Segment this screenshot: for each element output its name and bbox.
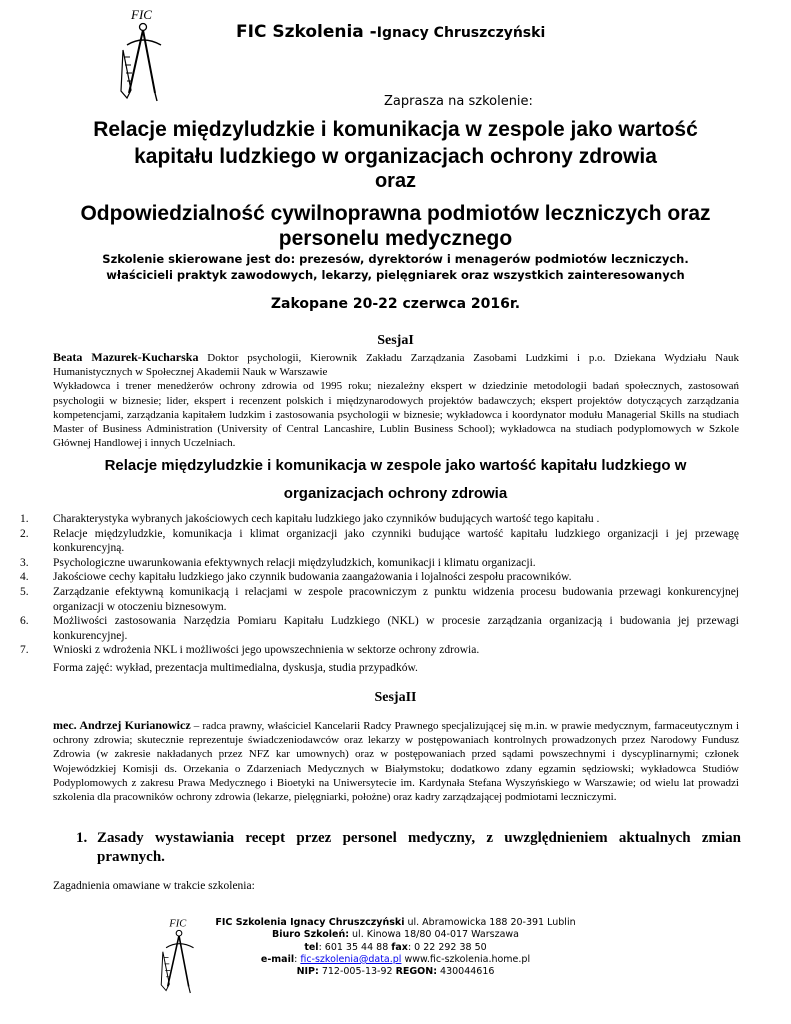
session-2-bio-text: – radca prawny, właściciel Kancelarii Radcy Prawnego specjalizującej się m.in. w prawie medycznym, farmaceutycznym i ochrony zdrowia; skutecznie reprezentuje świadczeniodawców oraz lekarzy w postępowaniach kontrolnych prowadzonych przez Narodowy Fundusz Zdrowia (w zakresie nakładanych przez NFZ kar umownych) oraz w postępowaniach przed sądami powszechnymi i dyscyplinarnymi; członek Wojewódzkiej Komisji ds. Orzekania o Zdarzeniach Medycznych w Białymstoku; dodatkowo zdany egzamin sędziowski; wykładowca Studiów Podyplomowych z zakresu Prawa Medycznego i Bioetyki na Uniwersytecie im. Kardynała Stefana Wyszyńskiego w Warszawie; od wielu lat prowadzi szkolenia dla pracowników ochrony zdrowia (lekarze, pielęgniarki, położne) oraz kadry zarządzającej podmiotami leczniczymi. (53, 720, 739, 804)
list-item-text: Jakościowe cechy kapitału ludzkiego jako czynnik budowania zaangażowania i lojalności zespołu pracowników. (53, 571, 572, 584)
list-item (20, 512, 739, 527)
topic-title-line-1: Relacje międzyludzkie i komunikacja w zespole jako wartość kapitału ludzkiego w (104, 457, 687, 474)
list-item-text: Możliwości zastosowania Narzędzia Pomiaru Kapitału Ludzkiego (NKL) w procesie zarządzania organizacją i budowania jej przewagi konkurencyjnej. (53, 615, 739, 642)
list-item-text: Psychologiczne uwarunkowania efektywnych relacji międzyludzkich, komunikacji i klimatu organizacji. (53, 556, 536, 569)
audience-text (40, 251, 751, 283)
footer-fax-label: fax (391, 941, 408, 953)
title-line-2: kapitału ludzkiego w organizacjach ochrony zdrowia (134, 145, 657, 168)
footer-nip-value: 712-005-13-92 (318, 966, 396, 978)
session-1-speaker-name: Beata Mazurek-Kucharska (53, 350, 199, 364)
topic-title-line-2: organizacjach ochrony zdrowia (283, 485, 508, 502)
session-1-bio-intro: Doktor psychologii, Kierownik Zakładu Zarządzania Zasobami Ludzkimi i p.o. Dziekana Wydziału Nauk Humanistycznych w Społecznej Akademii Nauk w Warszawie (53, 352, 739, 379)
footer-office-line (200, 929, 591, 941)
footer-company-name: FIC Szkolenia Ignacy Chruszczyński (215, 917, 405, 928)
footer-email-link[interactable]: fic-szkolenia@data.pl (300, 953, 402, 965)
invite-text: Zaprasza na szkolenie: (384, 94, 533, 109)
footer-tel-value: : 601 35 44 88 (318, 941, 392, 953)
session-2-topic-text: Zasady wystawiania recept przez personel medyczny, z uwzględnieniem aktualnych zmian prawnych. (97, 830, 741, 865)
list-item (20, 527, 739, 556)
list-item (20, 585, 739, 614)
session-2-speaker-name: mec. Andrzej Kurianowicz (53, 718, 191, 732)
session-2-topic (76, 829, 741, 867)
session-1-heading: SesjaI (377, 333, 414, 348)
footer-company-line (200, 917, 591, 929)
list-item-number: 5. (20, 585, 29, 598)
logo-text: FIC (169, 918, 187, 930)
footer-nip-line (200, 966, 591, 978)
title-line-1: Relacje międzyludzkie i komunikacja w zespole jako wartość (93, 118, 698, 141)
footer-company-address: ul. Abramowicka 188 20-391 Lublin (404, 917, 576, 928)
list-item-text: Relacje międzyludzkie, komunikacja i klimat organizacji jako czynniki budujące wartość kapitału ludzkiego organizacji i jej przewagę konkurencyjną. (53, 527, 739, 555)
footer-office-address: ul. Kinowa 18/80 04-017 Warszawa (349, 929, 519, 941)
session-1-topic-list (20, 512, 739, 658)
footer-email-separator: : (294, 953, 301, 965)
footer-regon-label: REGON: (395, 966, 438, 978)
footer-email-label: e-mail (260, 953, 295, 965)
footer (200, 917, 591, 978)
session-2-heading: SesjaII (374, 690, 417, 705)
person-name: Ignacy Chruszczyński (376, 25, 546, 41)
list-item (20, 556, 739, 571)
place-date: Zakopane 20-22 czerwca 2016r. (270, 296, 521, 312)
main-title (40, 116, 751, 170)
session-2-speaker-bio (53, 718, 739, 804)
list-item-text: Charakterystyka wybranych jakościowych cech kapitału ludzkiego jako czynników budujących wartość tego kapitału . (53, 513, 600, 525)
footer-nip-label: NIP: (296, 966, 319, 978)
list-item-number: 7. (20, 644, 29, 657)
session-1-bio-text: Wykładowca i trener menedżerów ochrony zdrowia od 1995 roku; niezależny ekspert w dziedzinie metodologii badań społecznych, zastosowań psychologii w biznesie; lider, ekspert i recenzent polskich i międzynarodowych projektów badawczych; ekspert projektów dotyczących zarządzania kompetencjami, zarządzania kapitałem ludzkim i zastosowania psychologii w biznesie; wykładowca i koordynator modułu Managerial Skills na studiach Master of Business Administration (University of Central Lancashire, Lublin Business School); wykładowca na studiach podyplomowych w Szkole Głównej Handlowej i innych Uczelniach. (53, 380, 739, 450)
second-title (40, 201, 751, 251)
list-item-number: 1. (20, 513, 29, 525)
header-title (236, 22, 545, 42)
session-1-form: Forma zajęć: wykład, prezentacja multimedialna, dyskusja, studia przypadków. (53, 662, 418, 674)
list-item-text: Zarządzanie efektywną komunikacją i relacjami w zespole pracowniczym z punktu widzenia procesu budowania przewagi konkurencyjnej organizacji w otoczeniu biznesowym. (53, 585, 739, 613)
footer-fax-value: : 0 22 292 38 50 (407, 941, 487, 953)
list-item (20, 643, 739, 658)
fic-logo-footer (158, 915, 200, 995)
list-item-number: 6. (20, 615, 29, 628)
session-1-speaker-bio (53, 350, 739, 450)
company-name: FIC Szkolenia - (236, 22, 377, 42)
footer-office-label: Biuro Szkoleń: (272, 929, 350, 941)
footer-regon-value: 430044616 (437, 966, 495, 978)
list-item (20, 614, 739, 643)
footer-phone-line (200, 942, 591, 954)
list-item-text: Wnioski z wdrożenia NKL i możliwości jego upowszechnienia w sektorze ochrony zdrowia. (53, 644, 480, 657)
title-line-3: Odpowiedzialność cywilnoprawna podmiotów leczniczych oraz (80, 202, 711, 225)
session-1-topic-title (40, 452, 751, 508)
list-item-number: 3. (20, 556, 29, 569)
audience-line-2: właścicieli praktyk zawodowych, lekarzy, pielęgniarek oraz wszystkich zainteresowanych (106, 268, 685, 282)
fic-logo (117, 5, 169, 103)
session-2-topic-number: 1. (76, 830, 88, 846)
footer-email-line (200, 954, 591, 966)
footer-tel-label: tel (304, 941, 319, 953)
title-line-4: personelu medycznego (278, 227, 513, 250)
audience-line-1: Szkolenie skierowane jest do: prezesów, dyrektorów i menagerów podmiotów leczniczych. (102, 252, 689, 266)
title-connector: oraz (374, 170, 417, 192)
footer-website: www.fic-szkolenia.home.pl (401, 953, 531, 965)
list-item-number: 2. (20, 527, 29, 540)
session-2-issues-label: Zagadnienia omawiane w trakcie szkolenia: (53, 880, 255, 892)
list-item (20, 570, 739, 585)
list-item-number: 4. (20, 571, 29, 584)
logo-text: FIC (131, 7, 152, 22)
